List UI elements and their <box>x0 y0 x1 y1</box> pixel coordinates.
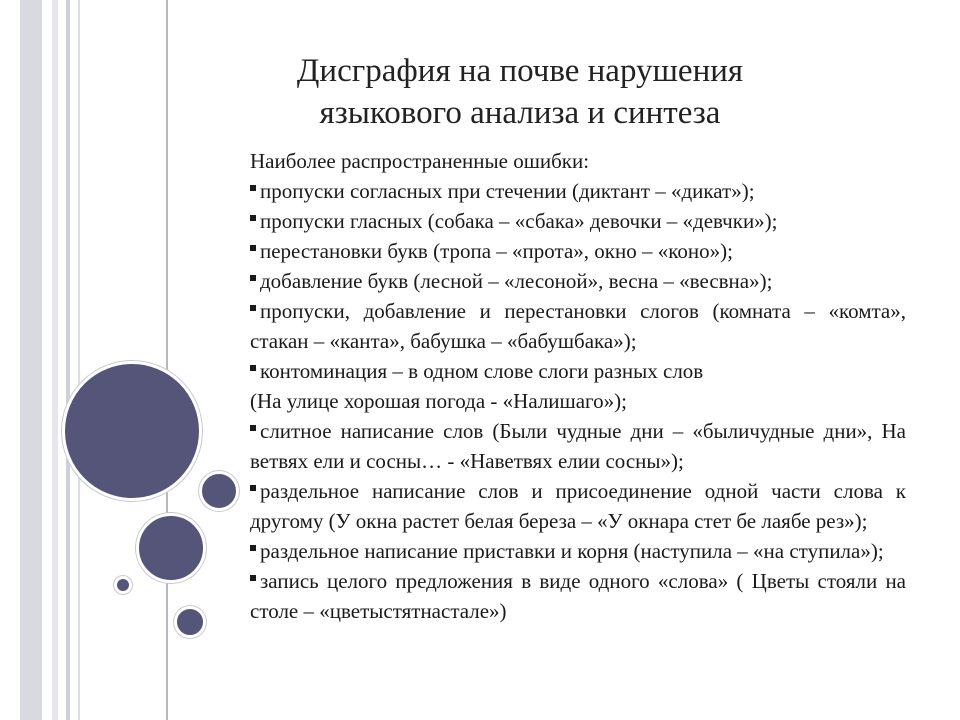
intro-text: Наиболее распространенные ошибки: <box>250 149 590 173</box>
list-item <box>250 476 906 536</box>
list-item-text: запись целого предложения в виде одного «слова» ( Цветы стояли на столе – «цветыстятнастале») <box>250 569 906 623</box>
list-item-text: пропуски, добавление и перестановки слогов (комната – «комта», стакан – «канта», бабушка – «бабушбака»); <box>250 299 906 353</box>
slide-title <box>230 50 810 134</box>
list-item-text: пропуски согласных при стечении (диктант – «дикат»); <box>260 179 755 203</box>
list-item <box>250 266 906 296</box>
bullet-icon <box>250 575 256 581</box>
decor-circle-tiny <box>114 576 132 594</box>
list-item <box>250 296 906 356</box>
bullet-icon <box>250 215 256 221</box>
decor-circle-large <box>62 361 202 501</box>
list-item-example: (На улице хорошая погода - «Налишаго»); <box>250 389 627 413</box>
bullet-icon <box>250 185 256 191</box>
decor-circle-small <box>174 606 206 638</box>
slide-body <box>250 146 906 626</box>
bullet-icon <box>250 545 256 551</box>
list-item <box>250 416 906 476</box>
decor-stripe <box>66 0 70 720</box>
decor-circle-small <box>199 471 239 511</box>
decor-stripe <box>78 0 80 720</box>
list-item <box>250 536 906 566</box>
bullet-icon <box>250 275 256 281</box>
list-item-text: контоминация – в одном слове слоги разных слов <box>260 359 704 383</box>
list-item <box>250 356 906 416</box>
list-item-text: пропуски гласных (собака – «сбака» девочки – «девчки»); <box>260 209 778 233</box>
list-item-text: раздельное написание приставки и корня (наступила – «на ступила»); <box>260 539 884 563</box>
bullet-icon <box>250 305 256 311</box>
list-item-text: перестановки букв (тропа – «прота», окно – «коно»); <box>260 239 733 263</box>
list-item-text: слитное написание слов (Были чудные дни – «быличудные дни», На ветвях ели и сосны… - «Наветвях елии сосны»); <box>250 419 906 473</box>
error-list <box>250 176 906 626</box>
decor-circle-medium <box>136 513 206 583</box>
list-item <box>250 566 906 626</box>
list-item <box>250 206 906 236</box>
decor-vertical-line <box>166 0 168 720</box>
list-item-text: раздельное написание слов и присоединение одной части слова к другому (У окна растет белая береза – «У окнара стет бе лаябе рез»); <box>250 479 906 533</box>
bullet-icon <box>250 485 256 491</box>
bullet-icon <box>250 365 256 371</box>
decor-stripe <box>52 0 58 720</box>
title-line-2: языкового анализа и синтеза <box>319 95 721 131</box>
bullet-icon <box>250 425 256 431</box>
list-item <box>250 236 906 266</box>
decor-stripe <box>20 0 42 720</box>
list-item <box>250 176 906 206</box>
list-item-text: добавление букв (лесной – «лесоной», весна – «весвна»); <box>260 269 773 293</box>
bullet-icon <box>250 245 256 251</box>
title-line-1: Дисграфия на почве нарушения <box>296 53 744 89</box>
